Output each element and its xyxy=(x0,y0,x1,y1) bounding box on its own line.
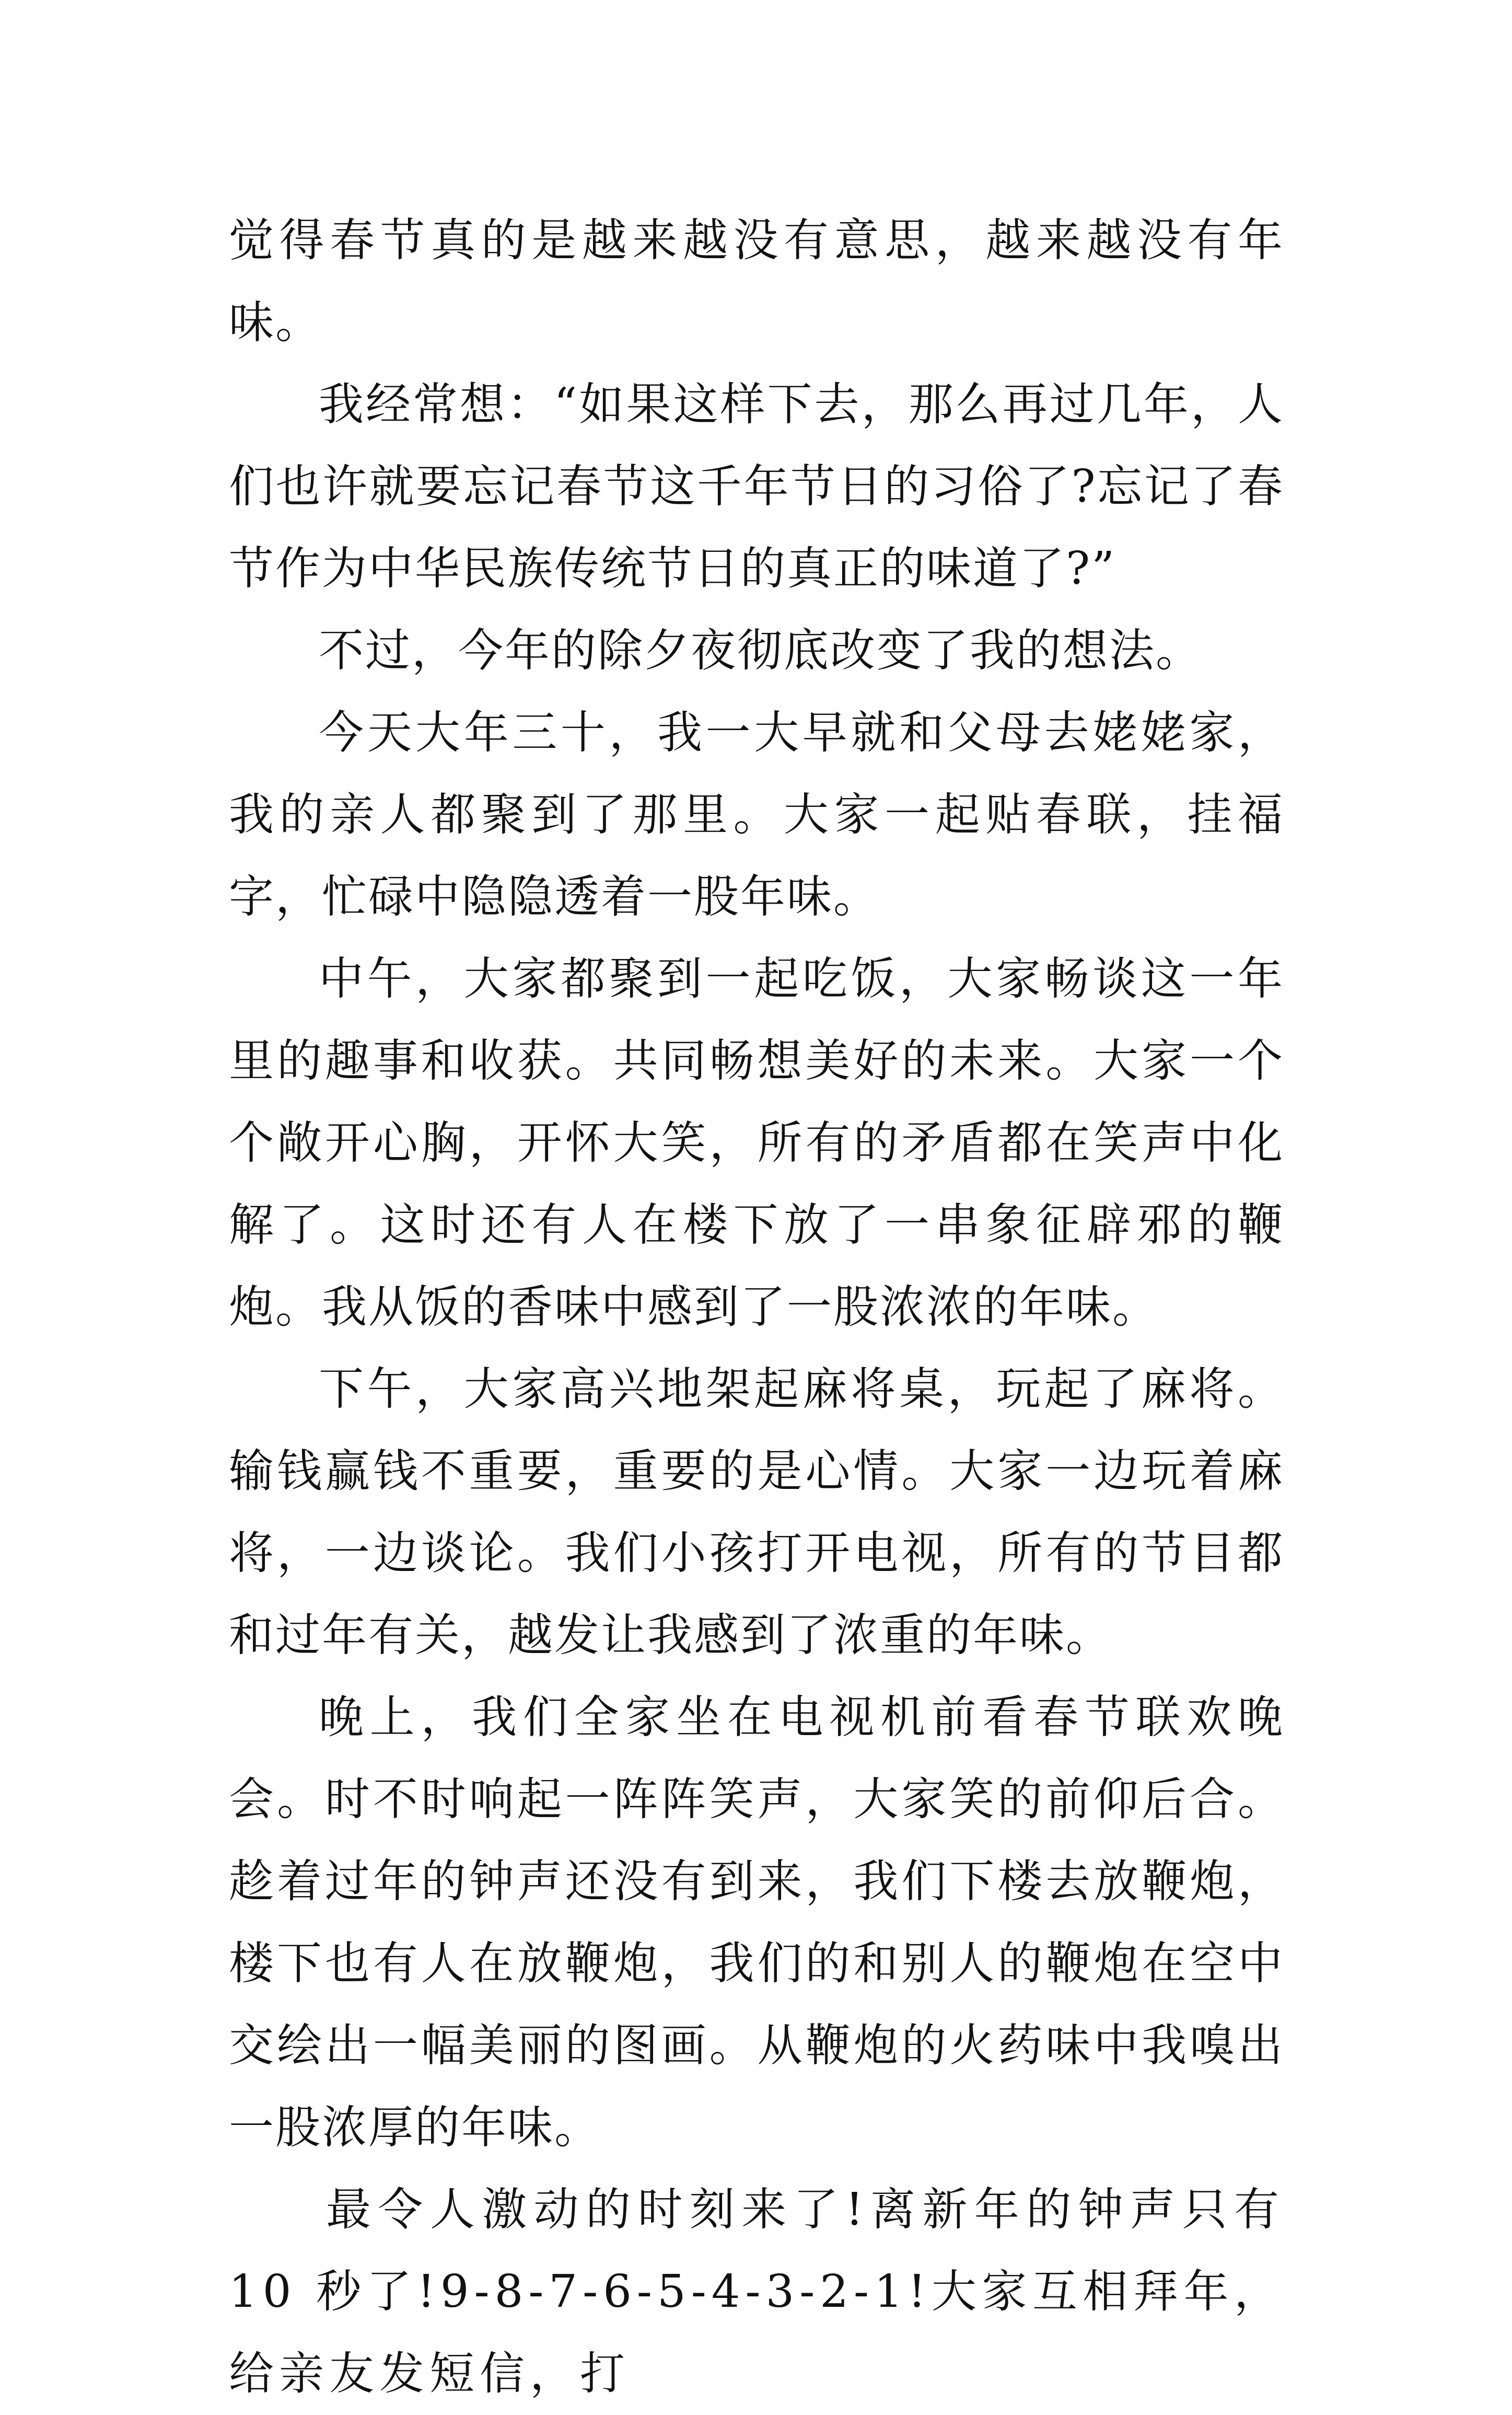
paragraph: 晚上，我们全家坐在电视机前看春节联欢晚会。时不时响起一阵阵笑声，大家笑的前仰后合。趁着过年的钟声还没有到来，我们下楼去放鞭炮，楼下也有人在放鞭炮，我们的和别人的鞭炮在空中交绘出一幅美丽的图画。从鞭炮的火药味中我嗅出一股浓厚的年味。 xyxy=(229,1691,1284,2154)
essay-body xyxy=(229,200,1284,2415)
paragraph: 觉得春节真的是越来越没有意思，越来越没有年味。 xyxy=(229,214,1284,349)
paragraph: 最令人激动的时刻来了!离新年的钟声只有 10 秒了!9-8-7-6-5-4-3-2-1!大家互相拜年，给亲友发短信，打 xyxy=(229,2183,1284,2400)
paragraph: 中午，大家都聚到一起吃饭，大家畅谈这一年里的趣事和收获。共同畅想美好的未来。大家一个个敞开心胸，开怀大笑，所有的矛盾都在笑声中化解了。这时还有人在楼下放了一串象征辟邪的鞭炮。我从饭的香味中感到了一股浓浓的年味。 xyxy=(229,953,1284,1333)
paragraph: 今天大年三十，我一大早就和父母去姥姥家，我的亲人都聚到了那里。大家一起贴春联，挂福字，忙碌中隐隐透着一股年味。 xyxy=(229,707,1284,923)
paragraph: 我经常想：“如果这样下去，那么再过几年，人们也许就要忘记春节这千年节日的习俗了?忘记了春节作为中华民族传统节日的真正的味道了?” xyxy=(229,378,1284,595)
paragraph: 下午，大家高兴地架起麻将桌，玩起了麻将。输钱赢钱不重要，重要的是心情。大家一边玩着麻将，一边谈论。我们小孩打开电视，所有的节目都和过年有关，越发让我感到了浓重的年味。 xyxy=(229,1363,1284,1661)
paragraph: 不过，今年的除夕夜彻底改变了我的想法。 xyxy=(319,625,1202,677)
